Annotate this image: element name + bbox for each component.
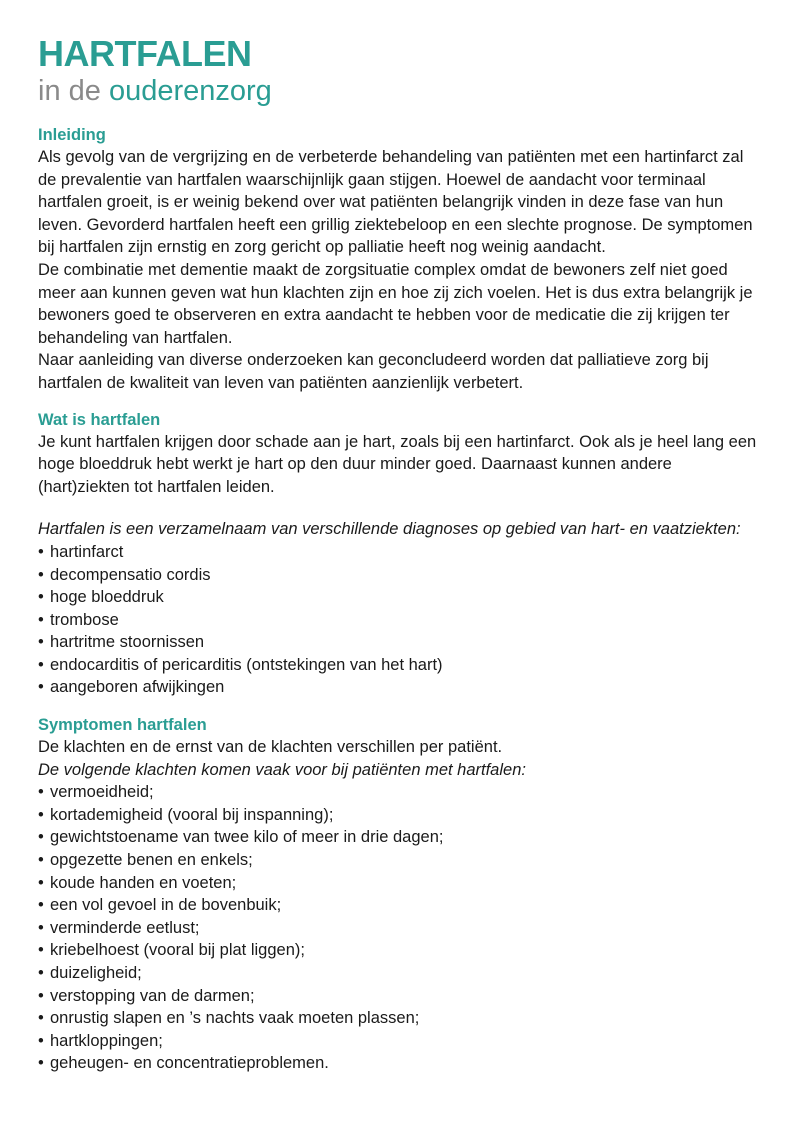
list-item: • verminderde eetlust; bbox=[38, 917, 762, 940]
list-item: • trombose bbox=[38, 609, 762, 632]
page-subtitle bbox=[38, 74, 762, 108]
symptomen-list bbox=[38, 781, 762, 1075]
list-item: • onrustig slapen en ’s nachts vaak moeten plassen; bbox=[38, 1007, 762, 1030]
section-heading-wat-is: Wat is hartfalen bbox=[38, 410, 161, 429]
list-item: • endocarditis of pericarditis (ontstekingen van het hart) bbox=[38, 654, 762, 677]
inleiding-paragraph-3: Naar aanleiding van diverse onderzoeken kan geconcludeerd worden dat palliatieve zorg bij hartfalen de kwaliteit van leven van patiënten aanzienlijk verbetert. bbox=[38, 351, 709, 392]
list-item: • duizeligheid; bbox=[38, 962, 762, 985]
section-symptomen bbox=[38, 714, 762, 1075]
list-item: • gewichtstoename van twee kilo of meer in drie dagen; bbox=[38, 826, 762, 849]
section-inleiding bbox=[38, 124, 762, 395]
symptomen-paragraph: De klachten en de ernst van de klachten verschillen per patiënt. bbox=[38, 738, 503, 757]
list-item: • geheugen- en concentratieproblemen. bbox=[38, 1052, 762, 1075]
section-heading-inleiding: Inleiding bbox=[38, 126, 106, 144]
list-item: • hartinfarct bbox=[38, 541, 762, 564]
subtitle-prefix: in de bbox=[38, 75, 101, 107]
list-item: • hoge bloeddruk bbox=[38, 586, 762, 609]
list-item: • kortademigheid (vooral bij inspanning); bbox=[38, 804, 762, 827]
inleiding-paragraph-1: Als gevolg van de vergrijzing en de verbeterde behandeling van patiënten met een hartinfarct zal de prevalentie van hartfalen waarschijnlijk gaan stijgen. Hoewel de aandacht voor terminaal hartfalen groeit, is er weinig bekend over wat patiënten belangrijk vinden in deze fase van hun leven. Gevorderd hartfalen heeft een grillig ziektebeloop en een slechte prognose. De symptomen bij hartfalen zijn ernstig en zorg gericht op palliatie heeft nog weinig aandacht. bbox=[38, 148, 753, 257]
list-item: • kriebelhoest (vooral bij plat liggen); bbox=[38, 939, 762, 962]
list-item: • hartritme stoornissen bbox=[38, 631, 762, 654]
list-item: • een vol gevoel in de bovenbuik; bbox=[38, 894, 762, 917]
list-item: • vermoeidheid; bbox=[38, 781, 762, 804]
diagnoses-intro: Hartfalen is een verzamelnaam van verschillende diagnoses op gebied van hart- en vaatziekten: bbox=[38, 520, 741, 539]
list-item: • verstopping van de darmen; bbox=[38, 985, 762, 1008]
diagnoses-list bbox=[38, 541, 762, 699]
wat-is-paragraph: Je kunt hartfalen krijgen door schade aan je hart, zoals bij een hartinfarct. Ook als je heel lang een hoge bloeddruk hebt werkt je hart op den duur minder goed. Daarnaast kunnen andere (hart)ziekten tot hartfalen leiden. bbox=[38, 432, 757, 496]
section-wat-is-hartfalen bbox=[38, 409, 762, 700]
subtitle-highlight: ouderenzorg bbox=[108, 75, 272, 107]
list-item: • koude handen en voeten; bbox=[38, 872, 762, 895]
symptomen-intro: De volgende klachten komen vaak voor bij patiënten met hartfalen: bbox=[38, 760, 526, 779]
inleiding-paragraph-2: De combinatie met dementie maakt de zorgsituatie complex omdat de bewoners zelf niet goed meer aan kunnen geven wat hun klachten zijn en hoe zij zich voelen. Het is dus extra belangrijk je bewoners goed te observeren en extra aandacht te hebben voor de medicatie die zij krijgen ter behandeling van hartfalen. bbox=[38, 260, 753, 347]
page-title: HARTFALEN bbox=[38, 33, 252, 74]
list-item: • aangeboren afwijkingen bbox=[38, 676, 762, 699]
list-item: • hartkloppingen; bbox=[38, 1030, 762, 1053]
section-heading-symptomen: Symptomen hartfalen bbox=[38, 716, 207, 735]
list-item: • decompensatio cordis bbox=[38, 564, 762, 587]
list-item: • opgezette benen en enkels; bbox=[38, 849, 762, 872]
